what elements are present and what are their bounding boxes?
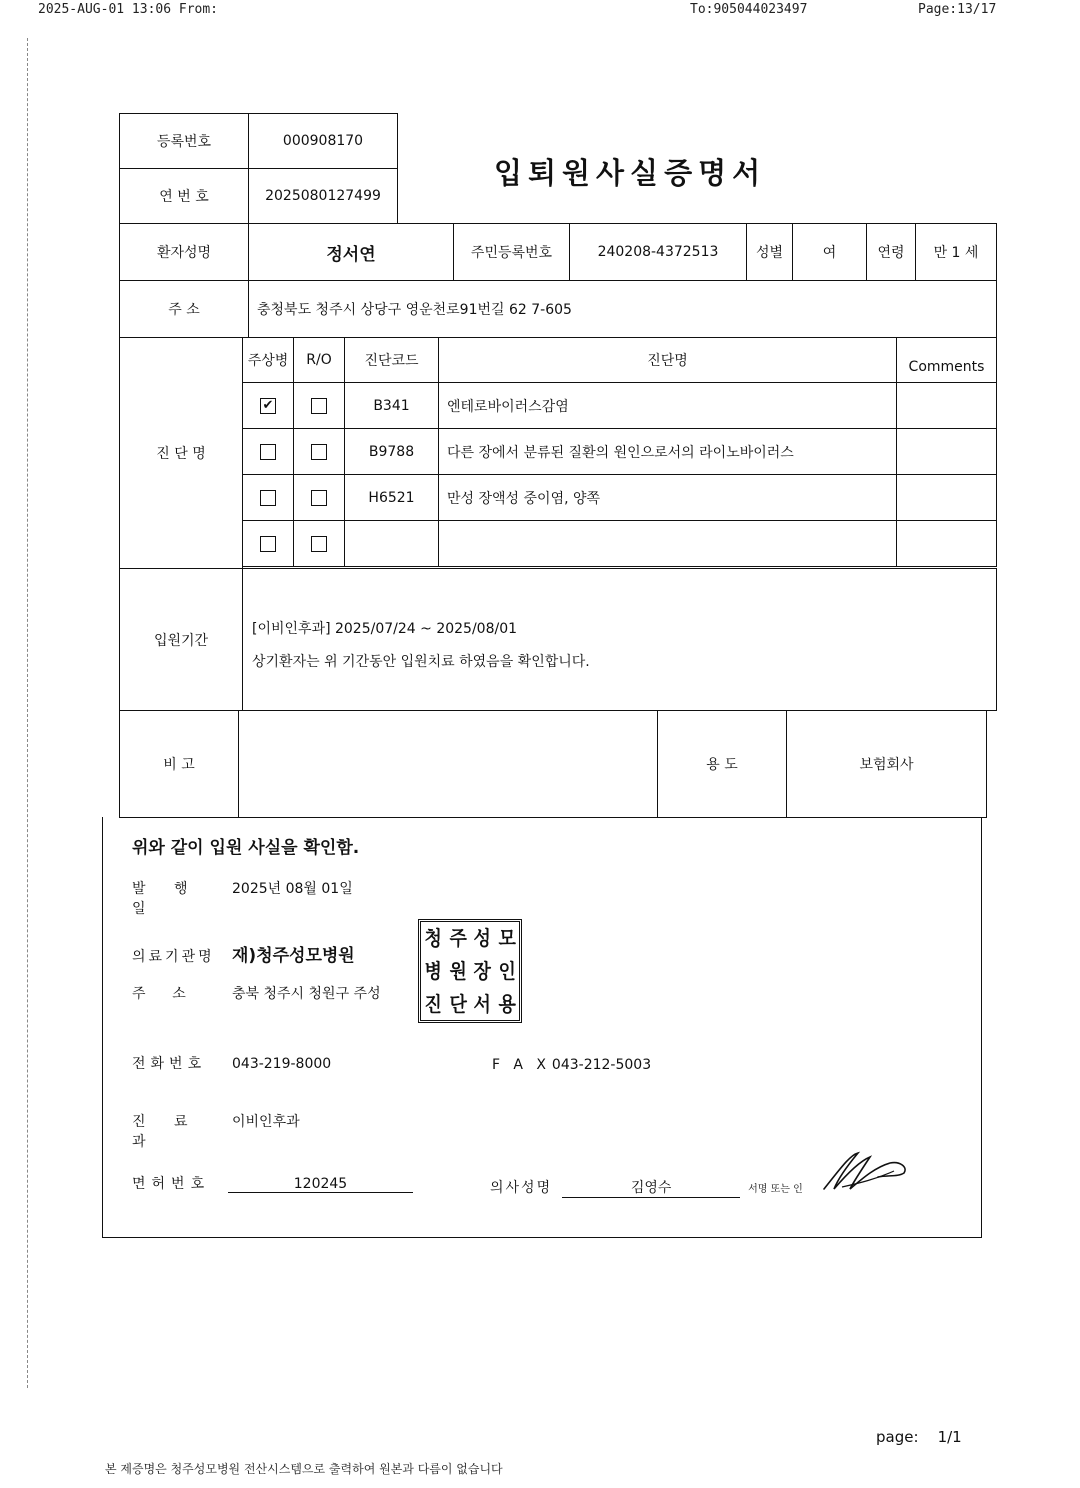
doctor-name: 김영수	[562, 1177, 740, 1198]
ro-checkbox-cell	[293, 428, 345, 475]
seal-glyph: 용	[498, 991, 516, 1016]
phone-label: 전화번호	[132, 1056, 207, 1072]
admission-confirmation: 상기환자는 위 기간동안 입원치료 하였음을 확인합니다.	[252, 654, 590, 670]
primary-diagnosis-checkbox[interactable]	[260, 444, 276, 460]
phone-row	[132, 1053, 331, 1073]
license-number: 120245	[228, 1176, 413, 1193]
primary-checkbox-cell	[242, 382, 294, 429]
admission-box	[242, 568, 997, 711]
diagnosis-comment	[896, 428, 997, 475]
seal-glyph: 모	[498, 926, 516, 951]
header-code: 진단코드	[344, 337, 439, 383]
admission-period: [이비인후과] 2025/07/24 ~ 2025/08/01	[252, 621, 518, 637]
header-primary: 주상병	[242, 337, 294, 383]
primary-diagnosis-checkbox[interactable]	[260, 490, 276, 506]
signature-label: 서명 또는 인	[748, 1184, 803, 1195]
seal-glyph: 인	[498, 958, 516, 983]
diagnosis-code: B9788	[344, 428, 439, 475]
registration-number: 000908170	[248, 113, 398, 169]
address-value: 충청북도 청주시 상당구 영운천로91번길 62 7-605	[248, 280, 997, 338]
diagnosis-name	[438, 520, 897, 567]
age-label: 연령	[866, 223, 916, 281]
inst-address-label: 주 소	[132, 986, 186, 1002]
doctor-label: 의사성명	[490, 1180, 553, 1196]
page-indicator: page: 1/1	[876, 1428, 962, 1446]
seal-glyph: 원	[449, 958, 467, 983]
hospital-seal-stamp	[418, 919, 522, 1023]
fax-page-counter: Page:13/17	[918, 2, 997, 17]
diagnosis-name: 만성 장액성 중이염, 양쪽	[438, 474, 897, 521]
seal-glyph: 주	[449, 926, 467, 951]
primary-checkbox-cell	[242, 474, 294, 521]
seal-glyph: 장	[473, 958, 491, 983]
admission-label: 입원기간	[119, 568, 243, 711]
institution-label: 의료기관명	[132, 949, 215, 965]
phone-number: 043-219-8000	[232, 1056, 332, 1072]
sex-label: 성별	[746, 223, 793, 281]
seal-glyph: 청	[424, 926, 442, 951]
resident-id: 240208-4372513	[569, 223, 747, 281]
diagnosis-name: 다른 장에서 분류된 질환의 원인으로서의 라이노바이러스	[438, 428, 897, 475]
inst-address-row	[132, 983, 381, 1003]
primary-diagnosis-checkbox[interactable]: ✔	[260, 398, 276, 414]
address-label: 주 소	[119, 280, 249, 338]
fax-header	[0, 0, 1080, 22]
remarks-label: 비 고	[119, 710, 239, 818]
primary-diagnosis-checkbox[interactable]	[260, 536, 276, 552]
rule-out-checkbox[interactable]	[311, 444, 327, 460]
header-comments: Comments	[896, 337, 997, 383]
inst-address: 충북 청주시 청원구 주성	[232, 986, 381, 1002]
department-row	[132, 1111, 300, 1151]
fax-label: F A X	[492, 1057, 546, 1073]
diagnosis-comment	[896, 474, 997, 521]
sex-value: 여	[792, 223, 867, 281]
diagnosis-comment	[896, 382, 997, 429]
seal-glyph: 서	[473, 991, 491, 1016]
department-label: 진 료 과	[132, 1114, 200, 1150]
department: 이비인후과	[232, 1114, 300, 1130]
fax-timestamp-from: 2025-AUG-01 13:06 From:	[38, 2, 219, 17]
purpose-label: 용 도	[657, 710, 787, 818]
rule-out-checkbox[interactable]	[311, 536, 327, 552]
registration-label: 등록번호	[119, 113, 249, 169]
resident-id-label: 주민등록번호	[453, 223, 570, 281]
age-value: 만 1 세	[915, 223, 997, 281]
seal-glyph: 진	[424, 991, 442, 1016]
issue-date: 2025년 08월 01일	[232, 881, 353, 897]
scan-edge-line	[27, 38, 28, 1388]
ro-checkbox-cell	[293, 382, 345, 429]
serial-label: 연 번 호	[119, 168, 249, 224]
institution-name: 재)청주성모병원	[232, 946, 355, 966]
rule-out-checkbox[interactable]	[311, 490, 327, 506]
ro-checkbox-cell	[293, 474, 345, 521]
fax-to-number: To:905044023497	[690, 2, 808, 17]
license-label: 면허번호	[132, 1176, 211, 1192]
rule-out-checkbox[interactable]	[311, 398, 327, 414]
issue-date-label: 발 행 일	[132, 881, 200, 917]
diagnosis-code	[344, 520, 439, 567]
seal-glyph: 병	[424, 958, 442, 983]
patient-name-label: 환자성명	[119, 223, 249, 281]
diagnosis-name: 엔테로바이러스감염	[438, 382, 897, 429]
diagnosis-code: H6521	[344, 474, 439, 521]
header-diagnosis-name: 진단명	[438, 337, 897, 383]
fax-row	[492, 1057, 651, 1073]
seal-glyph: 성	[473, 926, 491, 951]
primary-checkbox-cell	[242, 428, 294, 475]
license-row	[132, 1173, 413, 1193]
institution-row	[132, 941, 355, 966]
diagnosis-code: B341	[344, 382, 439, 429]
issue-date-row	[132, 878, 353, 918]
certification-statement: 위와 같이 입원 사실을 확인함.	[132, 838, 360, 858]
serial-number: 2025080127499	[248, 168, 398, 224]
purpose-value: 보험회사	[786, 710, 987, 818]
doctor-signature-icon	[820, 1149, 912, 1195]
footer-disclaimer: 본 제증명은 청주성모병원 전산시스템으로 출력하여 원본과 다름이 없습니다	[105, 1462, 503, 1476]
document-title: 입퇴원사실증명서	[494, 156, 767, 190]
patient-name: 정서연	[248, 223, 454, 281]
primary-checkbox-cell	[242, 520, 294, 567]
diagnosis-section-label: 진 단 명	[119, 337, 243, 569]
fax-number: 043-212-5003	[551, 1057, 652, 1073]
remarks-value	[238, 710, 658, 818]
diagnosis-comment	[896, 520, 997, 567]
seal-glyph: 단	[449, 991, 467, 1016]
header-ro: R/O	[293, 337, 345, 383]
doctor-row	[490, 1177, 803, 1198]
ro-checkbox-cell	[293, 520, 345, 567]
